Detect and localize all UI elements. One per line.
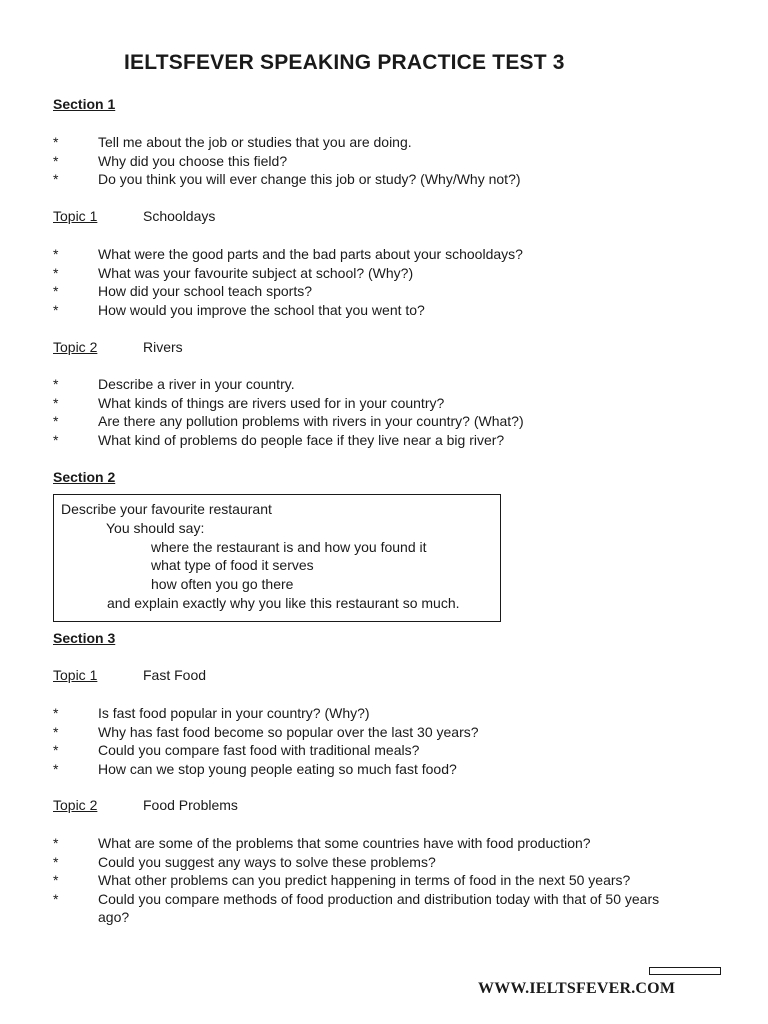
list-item: [53, 741, 693, 760]
question-text: What were the good parts and the bad parts about your schooldays?: [98, 246, 523, 262]
list-item: [53, 282, 693, 301]
bullet-mark: *: [53, 134, 59, 150]
bullet-mark: *: [53, 742, 59, 759]
footer-website: WWW.IELTSFEVER.COM: [478, 980, 676, 997]
section-1-topic-2-heading: [53, 339, 183, 355]
question-text: Could you suggest any ways to solve these problems?: [98, 853, 436, 870]
bullet-mark: *: [53, 301, 59, 318]
question-text: Could you compare fast food with traditional meals?: [98, 742, 420, 759]
bullet-mark: *: [53, 705, 59, 721]
section-1-topic-1-question-list: [53, 245, 693, 319]
topic-label: Topic 1: [53, 208, 98, 224]
section-3-topic-2-question-list: [53, 834, 673, 927]
bullet-mark: *: [53, 835, 59, 851]
question-text: Why did you choose this field?: [98, 152, 288, 169]
topic-name: Rivers: [143, 339, 183, 355]
list-item: [53, 152, 693, 171]
question-text: Do you think you will ever change this job or study? (Why/Why not?): [98, 171, 521, 188]
bullet-mark: *: [53, 760, 59, 777]
list-item: [53, 871, 673, 890]
section-3-topic-2-heading: [53, 797, 238, 813]
list-item: [53, 431, 693, 450]
topic-label: Topic 2: [53, 339, 98, 355]
list-item: [53, 704, 693, 723]
list-item: [53, 394, 693, 413]
question-text: Why has fast food become so popular over the last 30 years?: [98, 723, 479, 740]
cue-card-point: what type of food it serves: [151, 557, 314, 573]
list-item: [53, 412, 693, 431]
topic-label: Topic 1: [53, 667, 98, 683]
list-item: [53, 760, 693, 779]
section-2-heading: Section 2: [53, 469, 116, 485]
bullet-mark: *: [53, 413, 59, 430]
list-item: [53, 853, 673, 872]
list-item: [53, 375, 693, 394]
bullet-mark: *: [53, 853, 59, 870]
bullet-mark: *: [53, 152, 59, 169]
section-3-heading: Section 3: [53, 630, 116, 646]
section-1-topic-1-heading: [53, 208, 216, 224]
bullet-mark: *: [53, 283, 59, 300]
cue-card-point: how often you go there: [151, 576, 294, 592]
question-text: Describe a river in your country.: [98, 376, 295, 392]
list-item: [53, 301, 693, 320]
page-title: IELTSFEVER SPEAKING PRACTICE TEST 3: [124, 51, 565, 74]
question-text: How would you improve the school that you went to?: [98, 301, 425, 318]
list-item: [53, 133, 693, 152]
section-1-heading: Section 1: [53, 96, 116, 112]
topic-name: Food Problems: [143, 797, 238, 813]
question-text: How did your school teach sports?: [98, 283, 312, 300]
cue-card-you-should-say: You should say:: [106, 520, 205, 536]
list-item: [53, 834, 673, 853]
topic-name: Fast Food: [143, 667, 207, 683]
question-text: What other problems can you predict happening in terms of food in the next 50 years?: [98, 872, 631, 889]
cue-card-box: [53, 494, 501, 622]
question-text: What was your favourite subject at school? (Why?): [98, 264, 414, 281]
question-text: Are there any pollution problems with rivers in your country? (What?): [98, 413, 524, 430]
list-item: [53, 264, 693, 283]
bullet-mark: *: [53, 394, 59, 411]
topic-name: Schooldays: [143, 208, 216, 224]
list-item: [53, 723, 693, 742]
section-3-topic-1-question-list: [53, 704, 693, 778]
bullet-mark: *: [53, 431, 59, 448]
question-text: What kind of problems do people face if they live near a big river?: [98, 431, 505, 448]
section-3-topic-1-heading: [53, 667, 207, 683]
bullet-mark: *: [53, 376, 59, 392]
list-item: [53, 245, 693, 264]
topic-label: Topic 2: [53, 797, 98, 813]
question-text: How can we stop young people eating so much fast food?: [98, 760, 457, 777]
bullet-mark: *: [53, 246, 59, 262]
cue-card-prompt: Describe your favourite restaurant: [61, 501, 272, 517]
question-text: Is fast food popular in your country? (Why?): [98, 705, 370, 721]
question-text: Tell me about the job or studies that you are doing.: [98, 134, 412, 150]
bullet-mark: *: [53, 872, 59, 889]
section-1-topic-2-question-list: [53, 375, 693, 449]
footer-decorative-box: [649, 967, 721, 975]
bullet-mark: *: [53, 723, 59, 740]
bullet-mark: *: [53, 890, 59, 907]
question-text: Could you compare methods of food production and distribution today with that of 50 years ago?: [98, 890, 660, 926]
section-1-question-list: [53, 133, 693, 189]
cue-card-explain: and explain exactly why you like this restaurant so much.: [107, 595, 460, 611]
list-item: [53, 170, 693, 189]
cue-card-point: where the restaurant is and how you found it: [151, 539, 427, 555]
question-text: What kinds of things are rivers used for in your country?: [98, 394, 445, 411]
question-text: What are some of the problems that some countries have with food production?: [98, 835, 591, 851]
bullet-mark: *: [53, 264, 59, 281]
list-item: [53, 890, 673, 927]
bullet-mark: *: [53, 171, 59, 188]
